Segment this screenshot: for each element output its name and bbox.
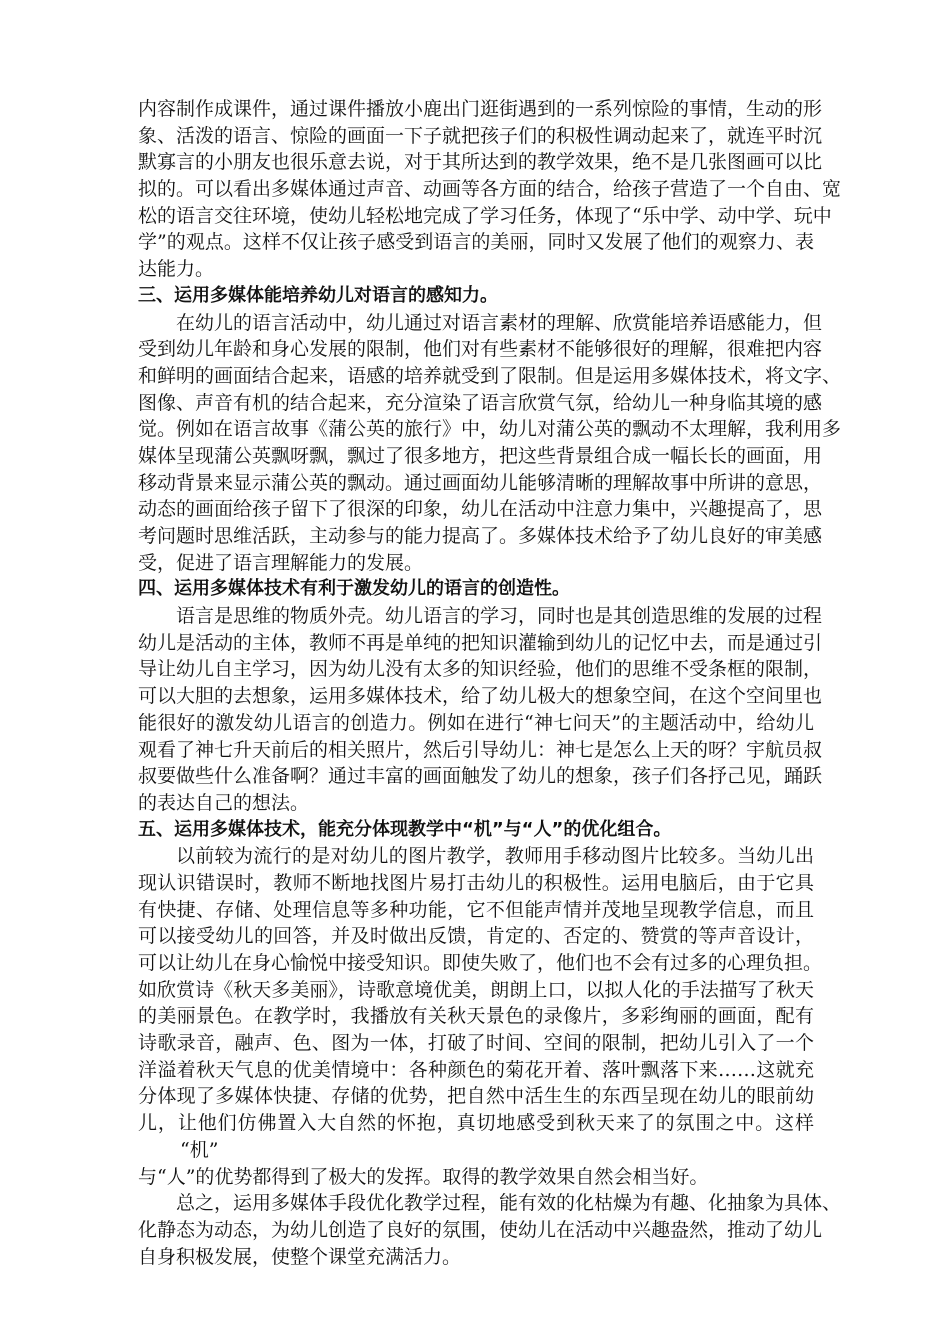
paragraph-line: 洋溢着秋天气息的优美情境中：各种颜色的菊花开着、落叶飘落下来……这就充 (138, 1058, 814, 1081)
paragraph-line: 能很好的激发幼儿语言的创造力。例如在进行“神七问天”的主题活动中，给幼儿 (138, 711, 814, 734)
paragraph-line: 幼儿是活动的主体，教师不再是单纯的把知识灌输到幼儿的记忆中去，而是通过引 (138, 631, 823, 654)
paragraph-line: 可以接受幼儿的回答，并及时做出反馈，肯定的、否定的、赞赏的等声音设计， (138, 925, 814, 948)
paragraph-line: 学”的观点。这样不仅让孩子感受到语言的美丽，同时又发展了他们的观察力、表 (138, 231, 814, 254)
paragraph-line: 默寡言的小朋友也很乐意去说，对于其所达到的教学效果，绝不是几张图画可以比 (138, 151, 823, 174)
paragraph-line: 受，促进了语言理解能力的发展。 (138, 551, 424, 574)
paragraph-line: 受到幼儿年龄和身心发展的限制，他们对有些素材不能够很好的理解，很难把内容 (138, 338, 823, 361)
section3-paragraph (138, 310, 842, 577)
paragraph-line: 和鲜明的画面结合起来，语感的培养就受到了限制。但是运用多媒体技术，将文字、 (138, 364, 842, 387)
paragraph-line: 语言是思维的物质外壳。幼儿语言的学习，同时也是其创造思维的发展的过程 (176, 605, 823, 628)
paragraph-line: 以前较为流行的是对幼儿的图片教学，教师用手移动图片比较多。当幼儿出 (176, 845, 814, 868)
paragraph-line: 考问题时思维活跃，主动参与的能力提高了。多媒体技术给予了幼儿良好的审美感 (138, 525, 823, 547)
paragraph-line: 儿，让他们仿佛置入大自然的怀抱，真切地感受到秋天来了的氛围之中。这样 (138, 1112, 814, 1135)
paragraph-line: 自身积极发展，使整个课堂充满活力。 (138, 1245, 462, 1268)
paragraph-line: 觉。例如在语言故事《蒲公英的旅行》中，幼儿对蒲公英的飘动不太理解，我利用多 (138, 418, 842, 441)
section-heading-5: 五、运用多媒体技术，能充分体现教学中“机”与“人”的优化组合。 (138, 818, 672, 840)
paragraph-line: 与“人”的优势都得到了极大的发挥。取得的教学效果自然会相当好。 (138, 1165, 709, 1188)
paragraph-line: 内容制作成课件，通过课件播放小鹿出门逛街遇到的一系列惊险的事情，生动的形 (138, 98, 823, 120)
paragraph-line: 移动背景来显示蒲公英的飘动。通过画面幼儿能够清晰的理解故事中所讲的意思， (138, 471, 823, 494)
paragraph-line: 可以让幼儿在身心愉悦中接受知识。即使失败了，他们也不会有过多的心理负担。 (138, 952, 823, 974)
paragraph-line: 动态的画面给孩子留下了很深的印象，幼儿在活动中注意力集中，兴趣提高了，思 (138, 498, 823, 521)
paragraph-line: 媒体呈现蒲公英飘呀飘，飘过了很多地方，把这些背景组合成一幅长长的画面，用 (138, 444, 823, 467)
paragraph-line: 如欣赏诗《秋天多美丽》，诗歌意境优美，朗朗上口，以拟人化的手法描写了秋天 (138, 978, 814, 1001)
paragraph-line: 松的语言交往环境，使幼儿轻松地完成了学习任务，体现了“乐中学、动中学、玩中 (138, 204, 832, 227)
section-heading-3: 三、运用多媒体能培养幼儿对语言的感知力。 (138, 284, 498, 306)
paragraph-line: 化静态为动态，为幼儿创造了良好的氛围，使幼儿在活动中兴趣盎然，推动了幼儿 (138, 1218, 823, 1241)
paragraph-line: 象、活泼的语言、惊险的画面一下子就把孩子们的积极性调动起来了，就连平时沉 (138, 124, 823, 147)
section5-paragraph (138, 843, 823, 1190)
paragraph-line: 的表达自己的想法。 (138, 791, 310, 814)
paragraph-line: 达能力。 (138, 258, 215, 281)
paragraph-line: 图像、声音有机的结合起来，充分渲染了语言欣赏气氛，给幼儿一种身临其境的感 (138, 391, 823, 414)
paragraph-line: 导让幼儿自主学习，因为幼儿没有太多的知识经验，他们的思维不受条框的限制， (138, 658, 823, 681)
paragraph-line: 在幼儿的语言活动中，幼儿通过对语言素材的理解、欣赏能培养语感能力，但 (176, 311, 823, 334)
conclusion-paragraph (138, 1190, 842, 1270)
paragraph-line: 总之，运用多媒体手段优化教学过程，能有效的化枯燥为有趣、化抽象为具体、 (176, 1192, 842, 1215)
section4-paragraph (138, 603, 823, 817)
paragraph-line: 叔要做些什么准备啊？通过丰富的画面触发了幼儿的想象，孩子们各抒己见，踊跃 (138, 765, 823, 788)
section-heading-4: 四、运用多媒体技术有利于激发幼儿的语言的创造性。 (138, 578, 570, 600)
document-page (138, 96, 842, 1270)
paragraph-line: 诗歌录音，融声、色、图为一体，打破了时间、空间的限制，把幼儿引入了一个 (138, 1032, 814, 1055)
floating-ji-text: “机” (180, 1138, 219, 1161)
paragraph-line: 有快捷、存储、处理信息等多种功能，它不但能声情并茂地呈现教学信息，而且 (138, 898, 814, 921)
paragraph-line: 观看了神七升天前后的相关照片，然后引导幼儿：神七是怎么上天的呀？宇航员叔 (138, 738, 823, 761)
section2-tail-paragraph (138, 96, 842, 283)
paragraph-line: 拟的。可以看出多媒体通过声音、动画等各方面的结合，给孩子营造了一个自由、宽 (138, 178, 842, 201)
paragraph-line: 现认识错误时，教师不断地找图片易打击幼儿的积极性。运用电脑后，由于它具 (138, 871, 814, 894)
paragraph-line: 可以大胆的去想象，运用多媒体技术，给了幼儿极大的想象空间，在这个空间里也 (138, 685, 823, 708)
paragraph-line: 的美丽景色。在教学时，我播放有关秋天景色的录像片，多彩绚丽的画面，配有 (138, 1005, 814, 1028)
paragraph-line: 分体现了多媒体快捷、存储的优势，把自然中活生生的东西呈现在幼儿的眼前幼 (138, 1085, 814, 1108)
